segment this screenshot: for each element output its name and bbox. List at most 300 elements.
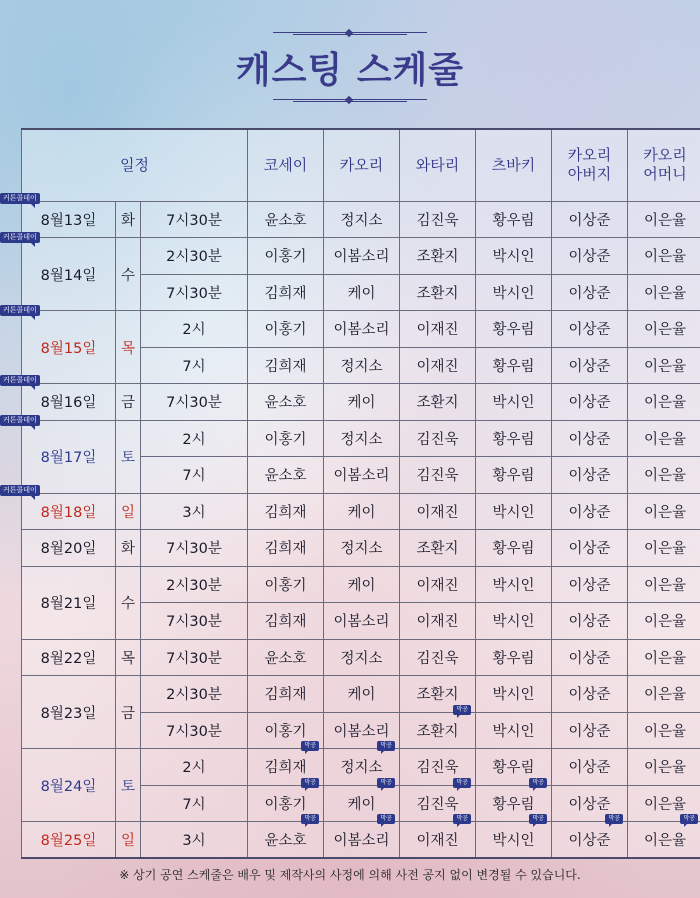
last-show-tag: 막공 xyxy=(301,741,319,751)
cast-cell xyxy=(324,457,400,494)
time-cell: 3시 xyxy=(141,822,248,859)
weekday-cell: 화 xyxy=(116,530,141,567)
cast-name: 이봄소리 xyxy=(333,614,390,631)
cast-cell xyxy=(552,815,628,859)
page-header xyxy=(0,0,700,125)
cast-name: 정지소 xyxy=(340,650,383,667)
date-label: 8월14일 xyxy=(40,267,97,284)
cast-name: 이상준 xyxy=(568,249,611,266)
cast-name: 황우림 xyxy=(492,322,535,339)
date-label: 8월23일 xyxy=(40,705,97,722)
time-cell: 7시30분 xyxy=(141,639,248,676)
cast-cell xyxy=(324,566,400,603)
cast-name: 윤소호 xyxy=(264,650,307,667)
curtain-call-badge: 커튼콜데이 xyxy=(0,193,40,204)
cast-name: 조환지 xyxy=(416,249,459,266)
cast-cell xyxy=(400,274,476,311)
time-cell: 2시 xyxy=(141,420,248,457)
cast-cell xyxy=(400,347,476,384)
cast-cell xyxy=(628,530,700,567)
cast-name: 이재진 xyxy=(416,833,459,849)
header-role: 와타리 xyxy=(400,129,476,201)
weekday-cell: 수 xyxy=(116,566,141,639)
cast-name: 이봄소리 xyxy=(333,833,390,849)
cast-name: 이은율 xyxy=(644,358,687,375)
cast-name: 이상준 xyxy=(568,541,611,558)
cast-name: 김진욱 xyxy=(416,212,459,229)
header-role: 카오리 아버지 xyxy=(552,129,628,201)
cast-name: 박시인 xyxy=(492,833,535,849)
cast-name: 황우림 xyxy=(492,212,535,229)
schedule-row xyxy=(22,384,700,421)
cast-name: 이은율 xyxy=(644,431,687,448)
date-cell xyxy=(3,415,116,493)
cast-name: 정지소 xyxy=(340,358,383,375)
cast-cell xyxy=(628,420,700,457)
cast-cell xyxy=(476,274,552,311)
cast-name: 이은율 xyxy=(644,833,687,849)
cast-name: 박시인 xyxy=(492,687,535,704)
cast-name: 김희재 xyxy=(264,687,307,704)
cast-name: 이홍기 xyxy=(264,577,307,594)
cast-name: 정지소 xyxy=(340,431,383,448)
cast-cell xyxy=(248,420,324,457)
cast-name: 이상준 xyxy=(568,723,611,740)
last-show-tag: 막공 xyxy=(377,778,395,788)
last-show-tag: 막공 xyxy=(529,814,547,824)
cast-name: 케이 xyxy=(347,687,376,704)
cast-name: 이상준 xyxy=(568,796,611,813)
cast-name: 이은율 xyxy=(644,796,687,813)
cast-name: 이봄소리 xyxy=(333,322,390,339)
cast-name: 케이 xyxy=(347,796,376,813)
weekday-cell: 토 xyxy=(116,749,141,822)
cast-name: 조환지 xyxy=(416,285,459,302)
cast-cell xyxy=(476,712,552,749)
header-role: 카오리 어머니 xyxy=(628,129,700,201)
schedule-row xyxy=(22,530,700,567)
cast-name: 이은율 xyxy=(644,285,687,302)
cast-cell xyxy=(324,676,400,713)
cast-cell xyxy=(476,457,552,494)
time-cell: 2시 xyxy=(141,749,248,786)
cast-name: 박시인 xyxy=(492,577,535,594)
cast-cell xyxy=(248,566,324,603)
time-cell: 3시 xyxy=(141,493,248,530)
cast-name: 이은율 xyxy=(644,650,687,667)
time-cell: 2시30분 xyxy=(141,676,248,713)
date-cell xyxy=(22,566,116,639)
schedule-row xyxy=(22,493,700,530)
date-cell xyxy=(22,530,116,567)
cast-name: 윤소호 xyxy=(264,468,307,485)
cast-cell xyxy=(248,603,324,640)
cast-name: 이상준 xyxy=(568,395,611,412)
time-cell: 7시 xyxy=(141,347,248,384)
title-ornament-bottom xyxy=(273,97,427,103)
schedule-row xyxy=(22,311,700,348)
cast-cell xyxy=(400,705,476,749)
last-show-tag: 막공 xyxy=(605,814,623,824)
cast-cell xyxy=(552,712,628,749)
time-cell: 7시30분 xyxy=(141,712,248,749)
cast-name: 이재진 xyxy=(416,322,459,339)
cast-cell xyxy=(628,347,700,384)
cast-cell xyxy=(476,639,552,676)
cast-name: 김희재 xyxy=(264,358,307,375)
cast-name: 김진욱 xyxy=(416,796,459,813)
cast-cell xyxy=(552,530,628,567)
cast-cell xyxy=(400,530,476,567)
cast-cell xyxy=(628,493,700,530)
cast-name: 이은율 xyxy=(644,723,687,740)
cast-name: 정지소 xyxy=(340,212,383,229)
cast-cell xyxy=(476,566,552,603)
schedule-row xyxy=(22,420,700,457)
cast-cell xyxy=(400,815,476,859)
weekday-cell: 일 xyxy=(116,822,141,859)
cast-name: 이상준 xyxy=(568,431,611,448)
time-cell: 7시 xyxy=(141,785,248,822)
cast-name: 이홍기 xyxy=(264,322,307,339)
cast-cell xyxy=(628,712,700,749)
cast-cell xyxy=(248,347,324,384)
cast-name: 이상준 xyxy=(568,614,611,631)
cast-cell xyxy=(248,457,324,494)
cast-name: 이은율 xyxy=(644,760,687,777)
cast-name: 김진욱 xyxy=(416,431,459,448)
cast-name: 이은율 xyxy=(644,212,687,229)
cast-name: 이상준 xyxy=(568,687,611,704)
cast-name: 이홍기 xyxy=(264,431,307,448)
cast-cell xyxy=(400,603,476,640)
cast-name: 조환지 xyxy=(416,541,459,558)
cast-cell xyxy=(248,274,324,311)
cast-cell xyxy=(248,201,324,238)
cast-name: 이상준 xyxy=(568,650,611,667)
cast-cell xyxy=(400,566,476,603)
cast-cell xyxy=(552,566,628,603)
cast-name: 윤소호 xyxy=(264,833,307,849)
cast-name: 김진욱 xyxy=(416,468,459,485)
cast-cell xyxy=(248,493,324,530)
curtain-call-badge: 커튼콜데이 xyxy=(0,305,40,316)
time-cell: 7시 xyxy=(141,457,248,494)
cast-cell xyxy=(552,639,628,676)
cast-cell xyxy=(324,347,400,384)
cast-name: 박시인 xyxy=(492,504,535,521)
date-label: 8월20일 xyxy=(40,541,97,558)
cast-cell xyxy=(400,384,476,421)
date-cell xyxy=(3,306,116,384)
cast-cell xyxy=(248,384,324,421)
cast-cell xyxy=(628,238,700,275)
weekday-cell: 금 xyxy=(116,676,141,749)
cast-cell xyxy=(400,639,476,676)
cast-cell xyxy=(324,420,400,457)
cast-name: 이봄소리 xyxy=(333,249,390,266)
cast-name: 이홍기 xyxy=(264,723,307,740)
weekday-cell: 일 xyxy=(116,493,141,530)
cast-cell xyxy=(628,749,700,786)
cast-name: 이은율 xyxy=(644,322,687,339)
weekday-cell: 수 xyxy=(116,238,141,311)
cast-cell xyxy=(324,311,400,348)
cast-cell xyxy=(324,493,400,530)
cast-name: 김진욱 xyxy=(416,650,459,667)
cast-cell xyxy=(628,639,700,676)
weekday-cell: 토 xyxy=(116,420,141,493)
cast-name: 이상준 xyxy=(568,468,611,485)
footnote: ※ 상기 공연 스케줄은 배우 및 제작사의 사정에 의해 사전 공지 없이 변경될 수 있습니다. xyxy=(119,868,581,882)
cast-name: 황우림 xyxy=(492,760,535,777)
cast-name: 이홍기 xyxy=(264,796,307,813)
cast-cell xyxy=(476,603,552,640)
cast-cell xyxy=(552,274,628,311)
date-cell xyxy=(22,639,116,676)
schedule-row xyxy=(22,201,700,238)
last-show-tag: 막공 xyxy=(377,741,395,751)
cast-name: 윤소호 xyxy=(264,395,307,412)
last-show-tag: 막공 xyxy=(301,778,319,788)
schedule-row xyxy=(22,822,700,859)
cast-cell xyxy=(324,201,400,238)
weekday-cell: 목 xyxy=(116,311,141,384)
header-role: 카오리 xyxy=(324,129,400,201)
cast-name: 이홍기 xyxy=(264,249,307,266)
date-cell xyxy=(3,485,116,530)
date-label: 8월16일 xyxy=(40,395,97,412)
cast-name: 케이 xyxy=(347,395,376,412)
time-cell: 2시30분 xyxy=(141,566,248,603)
schedule-row xyxy=(22,566,700,603)
cast-name: 이재진 xyxy=(416,614,459,631)
cast-cell xyxy=(552,603,628,640)
cast-cell xyxy=(552,384,628,421)
cast-cell xyxy=(628,274,700,311)
cast-name: 박시인 xyxy=(492,614,535,631)
cast-name: 이봄소리 xyxy=(333,468,390,485)
time-cell: 7시30분 xyxy=(141,201,248,238)
cast-cell xyxy=(476,530,552,567)
cast-name: 이재진 xyxy=(416,577,459,594)
cast-cell xyxy=(552,311,628,348)
cast-name: 이상준 xyxy=(568,285,611,302)
cast-cell xyxy=(324,384,400,421)
title-ornament-top xyxy=(273,30,427,36)
cast-cell xyxy=(628,603,700,640)
cast-name: 김희재 xyxy=(264,504,307,521)
cast-cell xyxy=(324,530,400,567)
header-role: 코세이 xyxy=(248,129,324,201)
cast-name: 이은율 xyxy=(644,395,687,412)
schedule-row xyxy=(22,676,700,713)
cast-cell xyxy=(552,493,628,530)
cast-name: 황우림 xyxy=(492,541,535,558)
cast-cell xyxy=(248,238,324,275)
cast-name: 박시인 xyxy=(492,249,535,266)
cast-name: 김희재 xyxy=(264,760,307,777)
cast-name: 케이 xyxy=(347,285,376,302)
cast-name: 김희재 xyxy=(264,614,307,631)
cast-cell xyxy=(476,347,552,384)
last-show-tag: 막공 xyxy=(453,814,471,824)
cast-name: 김희재 xyxy=(264,541,307,558)
cast-cell xyxy=(248,311,324,348)
cast-name: 황우림 xyxy=(492,358,535,375)
cast-name: 김희재 xyxy=(264,285,307,302)
cast-cell xyxy=(476,384,552,421)
cast-cell xyxy=(476,676,552,713)
cast-cell xyxy=(476,201,552,238)
time-cell: 7시30분 xyxy=(141,274,248,311)
cast-cell xyxy=(476,493,552,530)
header-row xyxy=(22,129,700,201)
cast-name: 조환지 xyxy=(416,687,459,704)
cast-cell xyxy=(552,420,628,457)
cast-cell xyxy=(248,676,324,713)
cast-cell xyxy=(324,238,400,275)
cast-cell xyxy=(476,420,552,457)
date-label: 8월13일 xyxy=(40,212,97,229)
cast-cell xyxy=(628,457,700,494)
weekday-cell: 화 xyxy=(116,201,141,238)
curtain-call-badge: 커튼콜데이 xyxy=(0,232,40,243)
cast-name: 케이 xyxy=(347,504,376,521)
last-show-tag: 막공 xyxy=(453,705,471,715)
cast-name: 이봄소리 xyxy=(333,723,390,740)
cast-name: 이상준 xyxy=(568,760,611,777)
cast-cell xyxy=(400,311,476,348)
cast-cell xyxy=(628,311,700,348)
cast-name: 김진욱 xyxy=(416,760,459,777)
cast-cell xyxy=(400,238,476,275)
cast-name: 황우림 xyxy=(492,431,535,448)
cast-name: 조환지 xyxy=(416,723,459,740)
date-cell xyxy=(3,233,116,311)
cast-name: 이상준 xyxy=(568,212,611,229)
cast-cell xyxy=(552,749,628,786)
cast-cell xyxy=(552,676,628,713)
weekday-cell: 금 xyxy=(116,384,141,421)
cast-name: 이은율 xyxy=(644,468,687,485)
cast-name: 이은율 xyxy=(644,249,687,266)
schedule-row xyxy=(22,749,700,786)
cast-name: 이은율 xyxy=(644,504,687,521)
date-label: 8월15일 xyxy=(40,340,97,357)
curtain-call-badge: 커튼콜데이 xyxy=(0,415,40,426)
cast-name: 이상준 xyxy=(568,833,611,849)
schedule-row xyxy=(22,238,700,275)
last-show-tag: 막공 xyxy=(453,778,471,788)
time-cell: 2시30분 xyxy=(141,238,248,275)
time-cell: 2시 xyxy=(141,311,248,348)
cast-name: 박시인 xyxy=(492,723,535,740)
date-label: 8월18일 xyxy=(40,504,97,521)
cast-cell xyxy=(400,493,476,530)
cast-name: 정지소 xyxy=(340,541,383,558)
cast-name: 황우림 xyxy=(492,650,535,667)
page-title: 캐스팅 스케줄 xyxy=(235,50,465,91)
cast-name: 박시인 xyxy=(492,395,535,412)
cast-name: 박시인 xyxy=(492,285,535,302)
cast-cell xyxy=(628,384,700,421)
cast-cell xyxy=(552,238,628,275)
cast-cell xyxy=(324,639,400,676)
cast-cell xyxy=(552,201,628,238)
date-label: 8월21일 xyxy=(40,596,97,612)
cast-cell xyxy=(552,457,628,494)
weekday-cell: 목 xyxy=(116,639,141,676)
cast-name: 이은율 xyxy=(644,577,687,594)
schedule-row xyxy=(22,639,700,676)
cast-cell xyxy=(628,815,700,859)
date-label: 8월24일 xyxy=(40,778,97,795)
cast-cell xyxy=(628,566,700,603)
cast-cell xyxy=(400,457,476,494)
cast-cell xyxy=(248,639,324,676)
date-cell xyxy=(22,822,116,859)
cast-name: 조환지 xyxy=(416,395,459,412)
cast-name: 이재진 xyxy=(416,504,459,521)
cast-cell xyxy=(248,815,324,859)
cast-cell xyxy=(324,274,400,311)
cast-cell xyxy=(476,815,552,859)
cast-cell xyxy=(552,347,628,384)
cast-name: 이재진 xyxy=(416,358,459,375)
cast-name: 이상준 xyxy=(568,504,611,521)
header-schedule: 일정 xyxy=(22,129,248,201)
cast-cell xyxy=(476,311,552,348)
cast-cell xyxy=(628,201,700,238)
time-cell: 7시30분 xyxy=(141,603,248,640)
curtain-call-badge: 커튼콜데이 xyxy=(0,375,40,386)
last-show-tag: 막공 xyxy=(529,778,547,788)
cast-name: 이은율 xyxy=(644,687,687,704)
cast-name: 황우림 xyxy=(492,796,535,813)
date-label: 8월22일 xyxy=(40,650,97,667)
cast-cell xyxy=(324,815,400,859)
time-cell: 7시30분 xyxy=(141,384,248,421)
date-cell xyxy=(22,676,116,749)
cast-cell xyxy=(324,603,400,640)
cast-name: 이상준 xyxy=(568,358,611,375)
cast-name: 윤소호 xyxy=(264,212,307,229)
last-show-tag: 막공 xyxy=(377,814,395,824)
cast-name: 이상준 xyxy=(568,322,611,339)
cast-name: 황우림 xyxy=(492,468,535,485)
cast-name: 이은율 xyxy=(644,614,687,631)
cast-cell xyxy=(476,238,552,275)
cast-cell xyxy=(400,420,476,457)
cast-name: 이은율 xyxy=(644,541,687,558)
cast-cell xyxy=(400,201,476,238)
date-cell xyxy=(22,749,116,822)
cast-cell xyxy=(628,676,700,713)
cast-cell xyxy=(248,530,324,567)
casting-schedule-table xyxy=(3,128,700,859)
last-show-tag: 막공 xyxy=(301,814,319,824)
cast-name: 케이 xyxy=(347,577,376,594)
date-label: 8월17일 xyxy=(40,450,97,466)
curtain-call-badge: 커튼콜데이 xyxy=(0,485,40,496)
last-show-tag: 막공 xyxy=(680,814,698,824)
cast-name: 정지소 xyxy=(340,760,383,777)
date-label: 8월25일 xyxy=(40,833,97,849)
header-role: 츠바키 xyxy=(476,129,552,201)
time-cell: 7시30분 xyxy=(141,530,248,567)
cast-name: 이상준 xyxy=(568,577,611,594)
